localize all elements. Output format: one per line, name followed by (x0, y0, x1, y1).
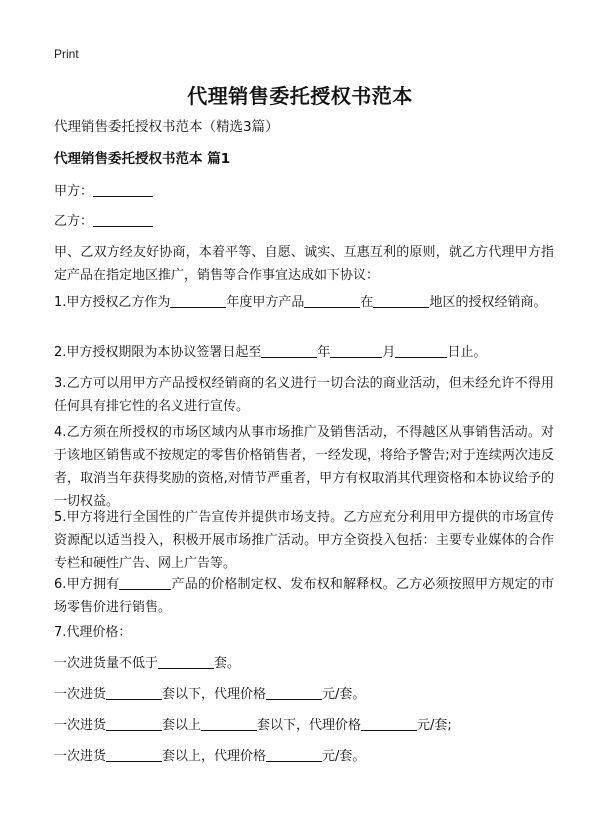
clause-7-line-2-part1: 一次进货 (54, 687, 107, 702)
intro-paragraph: 甲、乙双方经友好协商，本着平等、自愿、诚实、互惠互利的原则，就乙方代理甲方指定产品在指定地区推广，销售等合作事宜达成如下协议： (54, 245, 554, 283)
clause-2-part3: 月 (382, 345, 396, 360)
party-a-label: 甲方： (54, 184, 94, 199)
clause-7-line-1 (54, 652, 554, 675)
clause-7-line-3-part1: 一次进货 (54, 718, 107, 733)
clause-7-line-4-blank-price (266, 747, 322, 762)
clause-7-line-3-part2: 套以上 (162, 718, 202, 733)
party-b-label: 乙方： (54, 214, 94, 229)
clause-7-line-1-part1: 一次进货量不低于 (54, 656, 159, 671)
clause-7-line-4-blank-qty (106, 747, 162, 762)
clause-1-part3: 在 (360, 295, 374, 310)
clause-1 (54, 291, 554, 314)
party-b-blank (93, 212, 153, 227)
clause-6-blank-product (119, 575, 171, 590)
document-subtitle: 代理销售委托授权书范本（精选3篇） (54, 119, 279, 135)
clause-7-line-2-blank-qty (106, 685, 162, 700)
clause-2-blank-year (261, 343, 317, 358)
clause-1-blank-year (170, 293, 226, 308)
clause-6-part2: 产品的价格制定权、发布权和解释权。乙方必须按照甲方规定的市场零售价进行销售。 (54, 577, 554, 615)
clause-7-line-3-blank-price (361, 716, 417, 731)
clause-7-line-2-blank-price (266, 685, 322, 700)
clause-7-line-4 (54, 745, 554, 768)
clause-7-line-3-part4: 元/套; (417, 718, 452, 733)
party-a-blank (93, 182, 153, 197)
clause-7-line-2-part3: 元/套。 (322, 687, 366, 702)
print-link[interactable]: Print (54, 47, 79, 61)
clause-2-part1: 2.甲方授权期限为本协议签署日起至 (54, 345, 262, 360)
clause-7-line-4-part1: 一次进货 (54, 749, 107, 764)
clause-7-line-1-part2: 套。 (214, 656, 241, 671)
clause-1-blank-region (373, 293, 429, 308)
clause-5: 5.甲方将进行全国性的广告宣传并提供市场支持。乙方应充分利用甲方提供的市场宣传资源配以适当投入，积极开展市场推广活动。甲方全资投入包括：主要专业媒体的合作专栏和硬性广告、网上广告等。 (54, 510, 554, 571)
clause-1-part1: 1.甲方授权乙方作为 (54, 295, 171, 310)
clause-2-blank-month (330, 343, 382, 358)
clause-7-line-3-blank-qty-low (106, 716, 162, 731)
section-heading: 代理销售委托授权书范本 篇1 (54, 151, 231, 167)
clause-7-line-3-part3: 套以下，代理价格 (257, 718, 362, 733)
clause-7-line-2 (54, 683, 554, 706)
clause-7-line-4-part2: 套以上，代理价格 (162, 749, 267, 764)
clause-3: 3.乙方可以用甲方产品授权经销商的名义进行一切合法的商业活动，但未经允许不得用任何具有排它性的名义进行宣传。 (54, 376, 554, 414)
party-a-line (54, 180, 554, 203)
clause-1-part4: 地区的授权经销商。 (429, 295, 547, 310)
clause-6-part1: 6.甲方拥有 (54, 577, 120, 592)
document-title: 代理销售委托授权书范本 (187, 84, 413, 108)
clause-2 (54, 341, 554, 364)
clause-6 (54, 573, 554, 619)
clause-7-line-3 (54, 714, 554, 737)
clause-7-line-3-blank-qty-high (201, 716, 257, 731)
clause-7-line-2-part2: 套以下，代理价格 (162, 687, 267, 702)
clause-7-line-1-blank-min-qty (158, 654, 214, 669)
clause-7-line-4-part3: 元/套。 (322, 749, 366, 764)
clause-1-blank-product (304, 293, 360, 308)
clause-2-part2: 年 (317, 345, 331, 360)
clause-1-part2: 年度甲方产品 (226, 295, 305, 310)
clause-2-blank-day (395, 343, 447, 358)
clause-2-part4: 日止。 (447, 345, 487, 360)
party-b-line (54, 210, 554, 233)
clause-7-heading: 7.代理价格： (54, 625, 132, 640)
clause-4: 4.乙方须在所授权的市场区域内从事市场推广及销售活动，不得越区从事销售活动。对于该地区销售或不按规定的零售价格销售者，一经发现，将给予警告;对于连续两次违反者，取消当年获得奖励的资格,对情节严重者，甲方有权取消其代理资格和本协议给予的一切权益。 (54, 425, 554, 509)
